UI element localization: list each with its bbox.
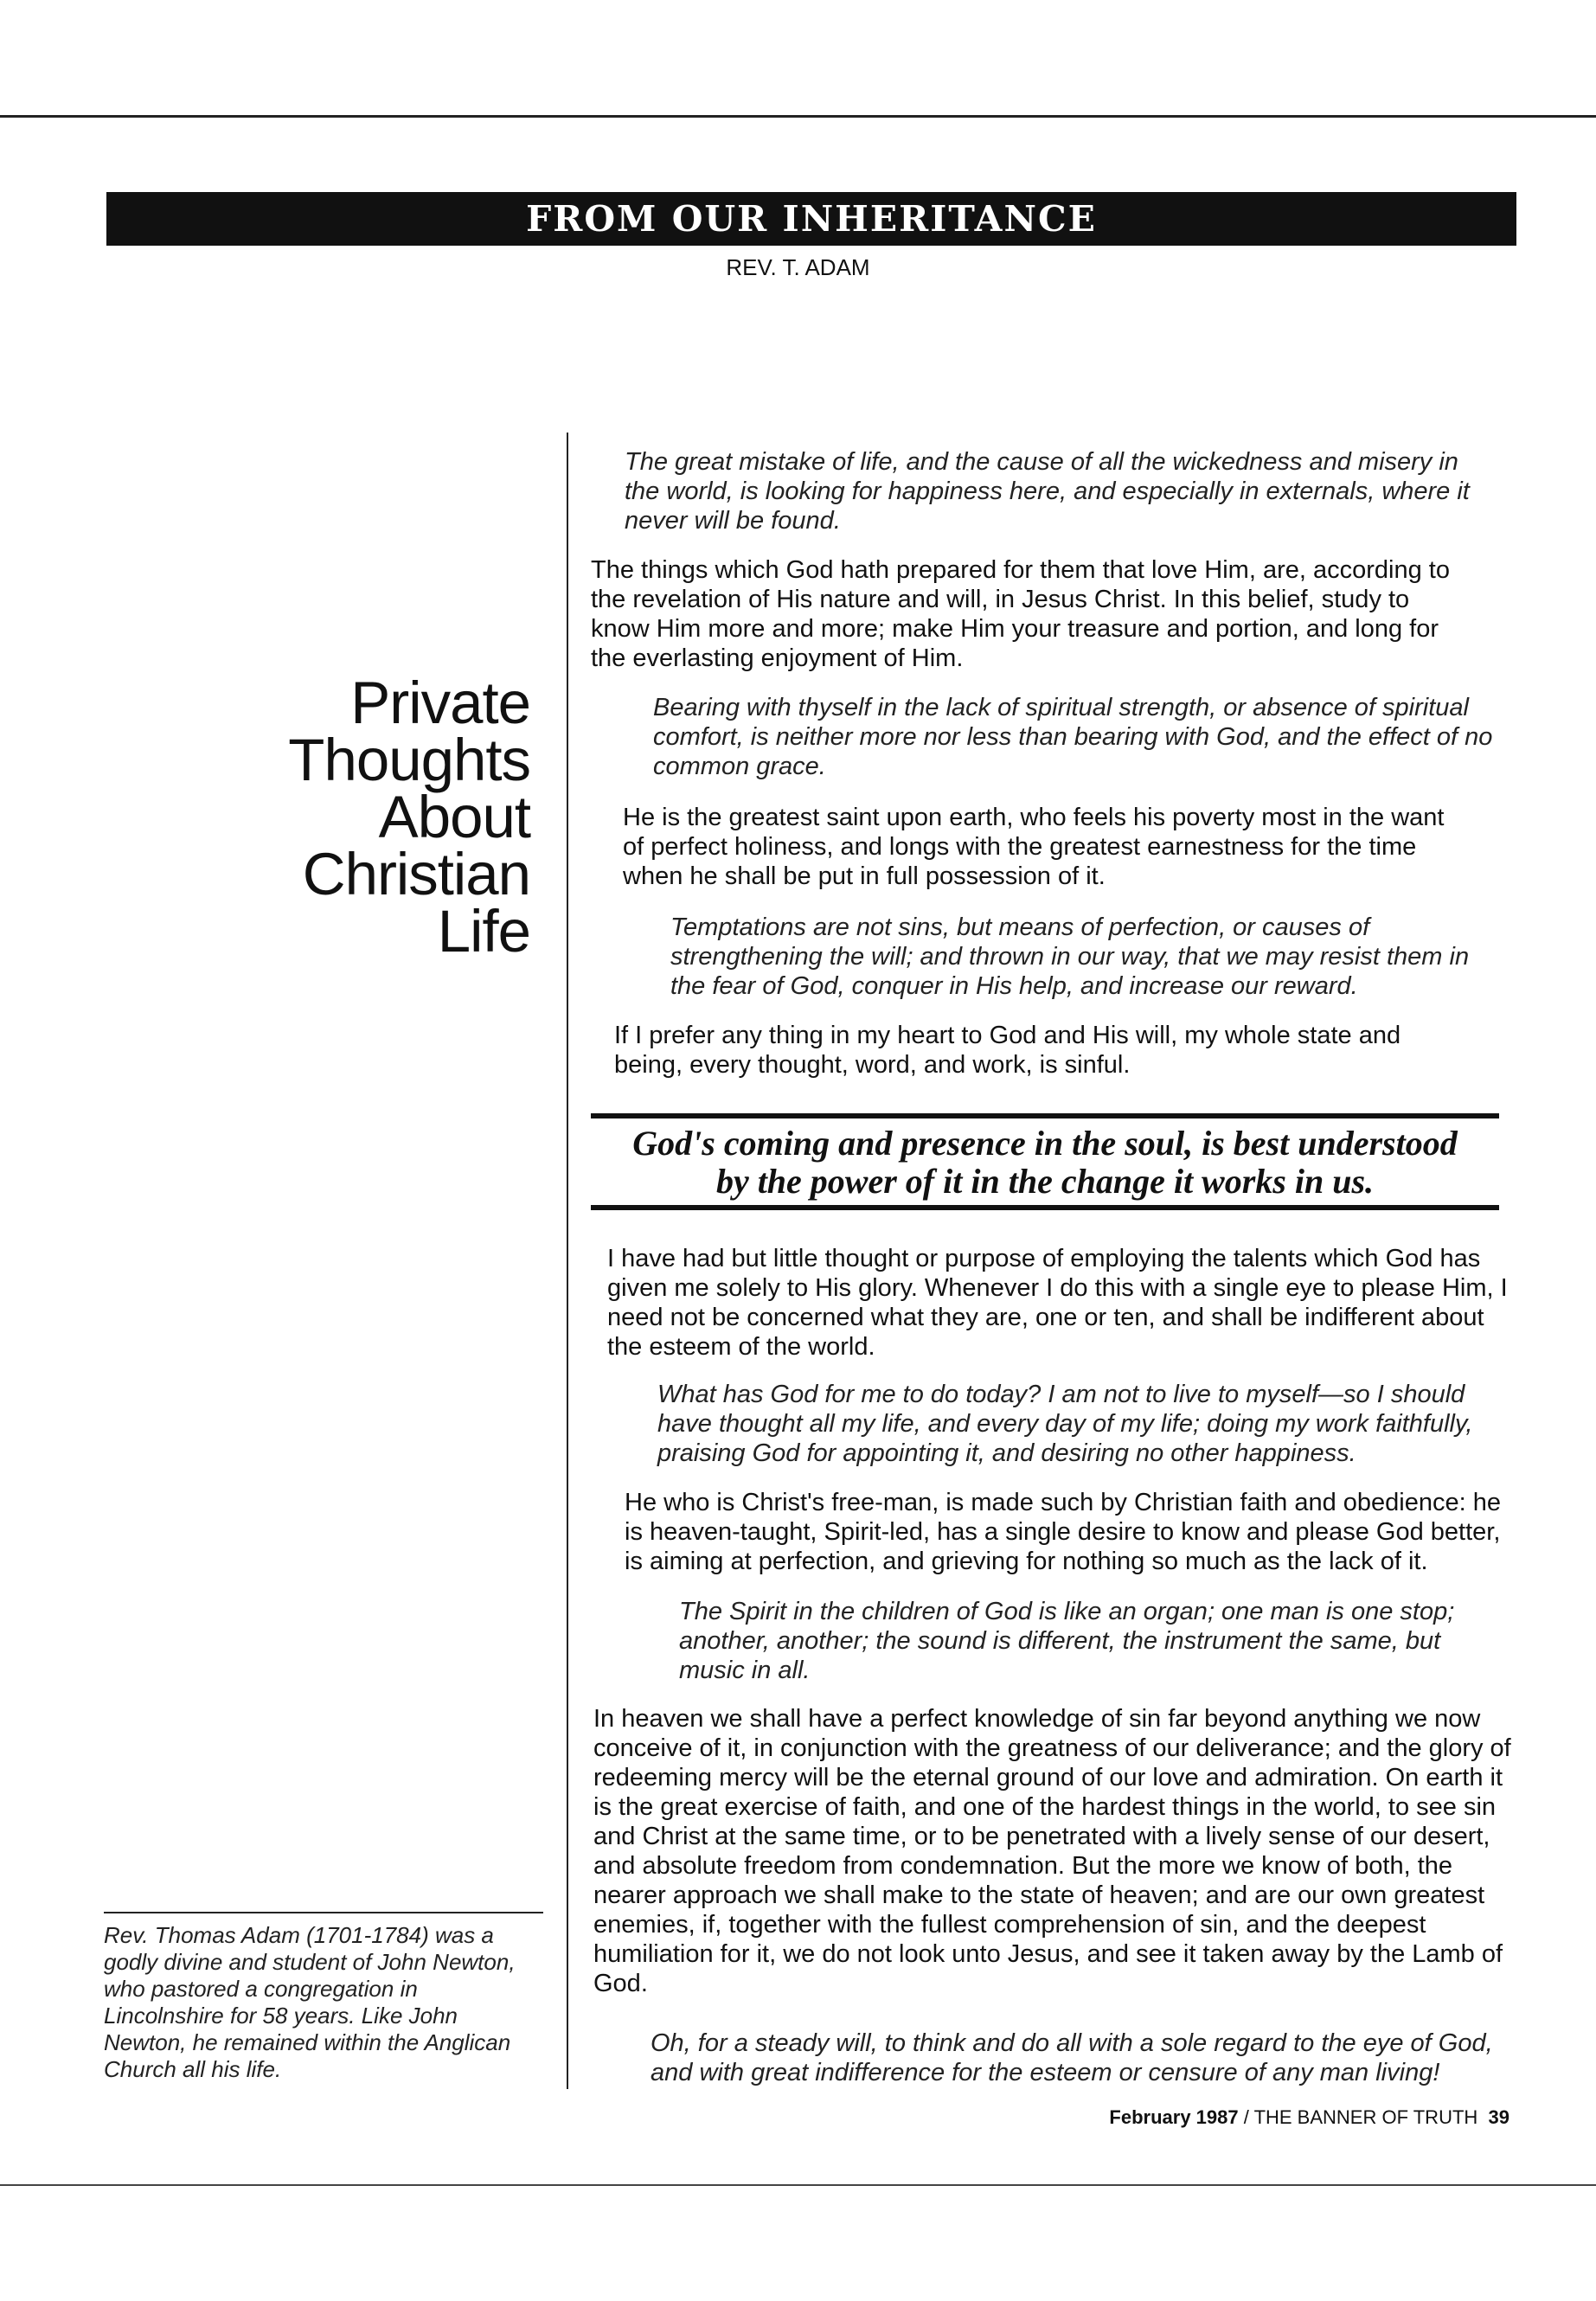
quote-paragraph: Bearing with thyself in the lack of spiritual strength, or absence of spiritual comfort, is neither more nor less than bearing with God, and the effect of no common grace. (653, 694, 1493, 780)
pull-quote-line: by the power of it in the change it works in us. (715, 1162, 1375, 1201)
section-banner: FROM OUR INHERITANCE (106, 192, 1516, 246)
pull-quote-top-rule (591, 1113, 1499, 1118)
article-title (288, 670, 530, 965)
quote-paragraph: The Spirit in the children of God is like an organ; one man is one stop; another, another; the sound is different, the instrument the same, but music in all. (679, 1598, 1455, 1684)
body-paragraph: I have had but little thought or purpose of employing the talents which God has given me solely to His glory. Whenever I do this with a single eye to please Him, I need not be concerned what they are, one or ten, and shall be indifferent about the esteem of the world. (607, 1245, 1508, 1361)
body-paragraph: In heaven we shall have a perfect knowledge of sin far beyond anything we now conceive of it, in conjunction with the greatness of our deliverance; and the glory of redeeming mercy will be the eternal ground of our love and admiration. On earth it is the great exercise of faith, and one of the hardest things in the world, to see sin and Christ at the same time, or to be penetrated with a lively sense of our desert, and absolute freedom from condemnation. But the more we know of both, the nearer approach we shall make to the state of heaven; and are our own greatest enemies, if, together with the fullest comprehension of sin, and the deepest humiliation for it, we do not look unto Jesus, and see it taken away by the Lamb of God. (593, 1705, 1511, 1997)
body-paragraph: He who is Christ's free-man, is made such by Christian faith and obedience: he is heaven-taught, Spirit-led, has a single desire to know and please God better, is aiming at perfection, and grieving for nothing so much as the lack of it. (625, 1489, 1501, 1575)
page-top-edge (0, 115, 1596, 118)
pull-quote-bottom-rule (591, 1205, 1499, 1210)
footer-page-number: 39 (1488, 2106, 1509, 2128)
title-line: About (378, 784, 530, 850)
column-divider (567, 433, 568, 2089)
body-paragraph: The things which God hath prepared for them that love Him, are, according to the revelation of His nature and will, in Jesus Christ. In this belief, study to know Him more and more; make Him your treasure and portion, and long for the everlasting enjoyment of Him. (591, 556, 1450, 672)
title-line: Christian (302, 841, 530, 907)
page-footer (1109, 2106, 1509, 2129)
bio-rule (104, 1912, 543, 1913)
body-paragraph: If I prefer any thing in my heart to God and His will, my whole state and being, every thought, word, and work, is sinful. (614, 1022, 1401, 1079)
footer-date: February 1987 (1109, 2106, 1239, 2128)
body-paragraph: He is the greatest saint upon earth, who feels his poverty most in the want of perfect holiness, and longs with the greatest earnestness for the time when he shall be put in full possession of it. (623, 804, 1445, 890)
title-line: Life (437, 898, 530, 965)
pull-quote-line: God's coming and presence in the soul, is best understood (632, 1124, 1458, 1163)
title-line: Thoughts (288, 727, 530, 793)
footer-separator: / (1238, 2106, 1254, 2128)
author-line: REV. T. ADAM (726, 254, 870, 280)
quote-paragraph: The great mistake of life, and the cause of all the wickedness and misery in the world, is looking for happiness here, and especially in externals, where it never will be found. (625, 448, 1470, 535)
footer-publication: THE BANNER OF TRUTH (1253, 2106, 1478, 2128)
quote-paragraph: Oh, for a steady will, to think and do all with a sole regard to the eye of God, and with great indifference for the esteem or censure of any man living! (651, 2029, 1493, 2086)
quote-paragraph: Temptations are not sins, but means of perfection, or causes of strengthening the will; and thrown in our way, that we may resist them in the fear of God, conquer in His help, and increase our reward. (670, 913, 1470, 1000)
title-line: Private (350, 670, 530, 736)
page-bottom-edge (0, 2184, 1596, 2186)
author-bio: Rev. Thomas Adam (1701-1784) was a godly divine and student of John Newton, who pastored a congregation in Lincolnshire for 58 years. Like John Newton, he remained within the Anglican Church all his life. (104, 1922, 516, 2082)
pull-quote (591, 1125, 1499, 1201)
quote-paragraph: What has God for me to do today? I am not to live to myself—so I should have thought all my life, and every day of my life; doing my work faithfully, praising God for appointing it, and desiring no other happiness. (657, 1381, 1473, 1467)
